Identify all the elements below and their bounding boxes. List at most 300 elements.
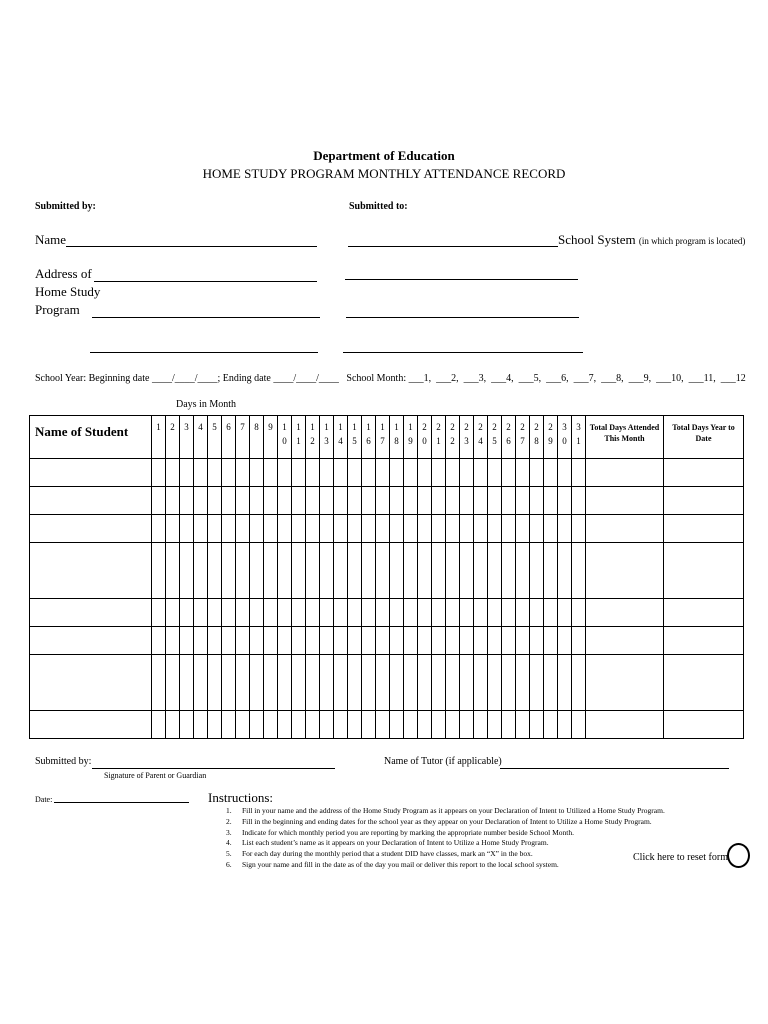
attendance-cell[interactable] <box>572 599 586 627</box>
attendance-cell[interactable] <box>180 543 194 599</box>
attendance-cell[interactable] <box>208 459 222 487</box>
attendance-cell[interactable] <box>278 655 292 711</box>
attendance-cell[interactable] <box>292 711 306 739</box>
attendance-cell[interactable] <box>264 627 278 655</box>
attendance-cell[interactable] <box>194 543 208 599</box>
attendance-cell[interactable] <box>306 459 320 487</box>
attendance-cell[interactable] <box>250 543 264 599</box>
attendance-cell[interactable] <box>446 711 460 739</box>
attendance-cell[interactable] <box>320 487 334 515</box>
attendance-cell[interactable] <box>320 459 334 487</box>
attendance-cell[interactable] <box>376 515 390 543</box>
attendance-cell[interactable] <box>460 711 474 739</box>
attendance-cell[interactable] <box>320 515 334 543</box>
attendance-cell[interactable] <box>418 487 432 515</box>
attendance-cell[interactable] <box>250 487 264 515</box>
total-year-cell[interactable] <box>664 543 744 599</box>
attendance-cell[interactable] <box>348 711 362 739</box>
attendance-cell[interactable] <box>362 627 376 655</box>
attendance-cell[interactable] <box>572 459 586 487</box>
attendance-cell[interactable] <box>264 459 278 487</box>
student-name-cell[interactable] <box>30 543 152 599</box>
attendance-cell[interactable] <box>166 711 180 739</box>
school-month-option[interactable]: ___6, <box>546 373 569 384</box>
attendance-cell[interactable] <box>446 487 460 515</box>
attendance-cell[interactable] <box>334 627 348 655</box>
attendance-cell[interactable] <box>474 515 488 543</box>
attendance-cell[interactable] <box>334 655 348 711</box>
attendance-cell[interactable] <box>572 627 586 655</box>
attendance-cell[interactable] <box>404 543 418 599</box>
total-year-cell[interactable] <box>664 459 744 487</box>
attendance-cell[interactable] <box>446 543 460 599</box>
attendance-cell[interactable] <box>264 543 278 599</box>
attendance-cell[interactable] <box>460 459 474 487</box>
attendance-cell[interactable] <box>390 515 404 543</box>
attendance-cell[interactable] <box>516 627 530 655</box>
attendance-cell[interactable] <box>516 487 530 515</box>
attendance-cell[interactable] <box>362 459 376 487</box>
day-header-digit-1: 3 <box>576 422 581 432</box>
attendance-cell[interactable] <box>390 711 404 739</box>
attendance-cell[interactable] <box>334 487 348 515</box>
attendance-cell[interactable] <box>390 655 404 711</box>
attendance-cell[interactable] <box>474 487 488 515</box>
attendance-cell[interactable] <box>278 459 292 487</box>
attendance-cell[interactable] <box>404 515 418 543</box>
attendance-cell[interactable] <box>208 599 222 627</box>
attendance-cell[interactable] <box>306 711 320 739</box>
attendance-cell[interactable] <box>488 711 502 739</box>
attendance-cell[interactable] <box>306 515 320 543</box>
attendance-cell[interactable] <box>194 655 208 711</box>
attendance-cell[interactable] <box>250 599 264 627</box>
school-month-option[interactable]: ___5, <box>518 373 542 384</box>
attendance-cell[interactable] <box>558 655 572 711</box>
attendance-cell[interactable] <box>516 515 530 543</box>
attendance-cell[interactable] <box>516 543 530 599</box>
attendance-cell[interactable] <box>460 627 474 655</box>
attendance-cell[interactable] <box>530 487 544 515</box>
attendance-cell[interactable] <box>418 627 432 655</box>
attendance-cell[interactable] <box>306 627 320 655</box>
attendance-cell[interactable] <box>544 487 558 515</box>
attendance-cell[interactable] <box>292 459 306 487</box>
attendance-cell[interactable] <box>488 459 502 487</box>
attendance-cell[interactable] <box>166 515 180 543</box>
attendance-cell[interactable] <box>222 711 236 739</box>
attendance-cell[interactable] <box>446 459 460 487</box>
attendance-cell[interactable] <box>208 515 222 543</box>
attendance-cell[interactable] <box>222 627 236 655</box>
attendance-cell[interactable] <box>558 515 572 543</box>
attendance-cell[interactable] <box>208 543 222 599</box>
name-field[interactable] <box>66 246 317 247</box>
attendance-cell[interactable] <box>502 515 516 543</box>
attendance-cell[interactable] <box>544 627 558 655</box>
address-field-line1[interactable] <box>94 281 317 282</box>
attendance-cell[interactable] <box>166 655 180 711</box>
attendance-cell[interactable] <box>390 543 404 599</box>
attendance-cell[interactable] <box>432 655 446 711</box>
attendance-cell[interactable] <box>292 599 306 627</box>
attendance-cell[interactable] <box>348 599 362 627</box>
attendance-cell[interactable] <box>236 599 250 627</box>
student-name-cell[interactable] <box>30 515 152 543</box>
address-field-line3[interactable] <box>90 352 318 353</box>
attendance-cell[interactable] <box>558 487 572 515</box>
attendance-cell[interactable] <box>530 711 544 739</box>
attendance-cell[interactable] <box>460 655 474 711</box>
attendance-cell[interactable] <box>404 487 418 515</box>
student-row <box>30 627 744 655</box>
attendance-cell[interactable] <box>348 655 362 711</box>
school-month-option[interactable]: ___9, <box>628 373 652 384</box>
student-name-cell[interactable] <box>30 655 152 711</box>
attendance-cell[interactable] <box>502 599 516 627</box>
attendance-cell[interactable] <box>208 487 222 515</box>
attendance-cell[interactable] <box>278 599 292 627</box>
attendance-cell[interactable] <box>348 515 362 543</box>
attendance-cell[interactable] <box>572 655 586 711</box>
attendance-cell[interactable] <box>320 543 334 599</box>
attendance-cell[interactable] <box>264 515 278 543</box>
attendance-cell[interactable] <box>292 543 306 599</box>
attendance-cell[interactable] <box>474 655 488 711</box>
attendance-cell[interactable] <box>488 487 502 515</box>
attendance-cell[interactable] <box>250 711 264 739</box>
attendance-cell[interactable] <box>376 487 390 515</box>
address-field-line2[interactable] <box>92 317 320 318</box>
attendance-cell[interactable] <box>460 487 474 515</box>
attendance-cell[interactable] <box>166 543 180 599</box>
attendance-cell[interactable] <box>558 627 572 655</box>
student-name-cell[interactable] <box>30 711 152 739</box>
attendance-cell[interactable] <box>250 515 264 543</box>
attendance-cell[interactable] <box>320 711 334 739</box>
attendance-cell[interactable] <box>530 515 544 543</box>
attendance-cell[interactable] <box>166 627 180 655</box>
attendance-cell[interactable] <box>152 599 166 627</box>
attendance-cell[interactable] <box>362 515 376 543</box>
attendance-cell[interactable] <box>152 655 166 711</box>
school-month-option[interactable]: ___3, <box>463 373 487 384</box>
school-month-option[interactable]: ___7, <box>573 373 597 384</box>
total-year-cell[interactable] <box>664 627 744 655</box>
school-month-option[interactable]: ___1, <box>408 373 432 384</box>
ending-date-field[interactable]: Ending date ____/____/____ <box>222 373 339 384</box>
school-address-field-line2[interactable] <box>346 317 579 318</box>
attendance-cell[interactable] <box>180 655 194 711</box>
attendance-cell[interactable] <box>236 515 250 543</box>
attendance-cell[interactable] <box>376 543 390 599</box>
attendance-cell[interactable] <box>320 627 334 655</box>
attendance-cell[interactable] <box>558 459 572 487</box>
attendance-cell[interactable] <box>292 487 306 515</box>
attendance-cell[interactable] <box>418 711 432 739</box>
attendance-cell[interactable] <box>348 627 362 655</box>
attendance-cell[interactable] <box>222 655 236 711</box>
attendance-cell[interactable] <box>516 655 530 711</box>
attendance-cell[interactable] <box>264 655 278 711</box>
attendance-cell[interactable] <box>320 599 334 627</box>
attendance-cell[interactable] <box>306 599 320 627</box>
attendance-cell[interactable] <box>362 655 376 711</box>
total-month-cell[interactable] <box>586 627 664 655</box>
attendance-cell[interactable] <box>404 459 418 487</box>
attendance-cell[interactable] <box>222 543 236 599</box>
attendance-cell[interactable] <box>362 543 376 599</box>
attendance-cell[interactable] <box>208 627 222 655</box>
attendance-cell[interactable] <box>516 459 530 487</box>
attendance-cell[interactable] <box>530 599 544 627</box>
attendance-cell[interactable] <box>488 599 502 627</box>
student-name-cell[interactable] <box>30 459 152 487</box>
attendance-cell[interactable] <box>488 543 502 599</box>
attendance-cell[interactable] <box>544 543 558 599</box>
attendance-cell[interactable] <box>236 655 250 711</box>
attendance-cell[interactable] <box>530 543 544 599</box>
school-address-field-line3[interactable] <box>343 352 583 353</box>
attendance-cell[interactable] <box>432 543 446 599</box>
attendance-cell[interactable] <box>166 487 180 515</box>
total-year-cell[interactable] <box>664 599 744 627</box>
attendance-cell[interactable] <box>516 711 530 739</box>
attendance-cell[interactable] <box>194 487 208 515</box>
attendance-cell[interactable] <box>236 459 250 487</box>
attendance-cell[interactable] <box>474 599 488 627</box>
total-year-cell[interactable] <box>664 515 744 543</box>
attendance-cell[interactable] <box>166 599 180 627</box>
attendance-cell[interactable] <box>558 599 572 627</box>
school-month-option[interactable]: ___4, <box>491 373 514 384</box>
attendance-cell[interactable] <box>180 487 194 515</box>
attendance-cell[interactable] <box>264 487 278 515</box>
attendance-cell[interactable] <box>376 599 390 627</box>
attendance-cell[interactable] <box>152 543 166 599</box>
signature-field[interactable] <box>92 768 335 769</box>
attendance-cell[interactable] <box>502 627 516 655</box>
attendance-cell[interactable] <box>180 599 194 627</box>
attendance-cell[interactable] <box>488 627 502 655</box>
attendance-cell[interactable] <box>222 487 236 515</box>
attendance-cell[interactable] <box>544 655 558 711</box>
attendance-cell[interactable] <box>432 459 446 487</box>
attendance-cell[interactable] <box>222 459 236 487</box>
attendance-cell[interactable] <box>320 655 334 711</box>
attendance-cell[interactable] <box>362 599 376 627</box>
attendance-cell[interactable] <box>460 599 474 627</box>
attendance-cell[interactable] <box>572 487 586 515</box>
attendance-cell[interactable] <box>152 515 166 543</box>
attendance-cell[interactable] <box>558 543 572 599</box>
attendance-cell[interactable] <box>572 543 586 599</box>
total-month-cell[interactable] <box>586 459 664 487</box>
attendance-cell[interactable] <box>222 515 236 543</box>
attendance-cell[interactable] <box>446 627 460 655</box>
attendance-cell[interactable] <box>460 543 474 599</box>
attendance-cell[interactable] <box>250 459 264 487</box>
attendance-cell[interactable] <box>278 515 292 543</box>
school-address-field-line1[interactable] <box>345 279 578 280</box>
attendance-cell[interactable] <box>376 627 390 655</box>
total-month-cell[interactable] <box>586 487 664 515</box>
student-name-cell[interactable] <box>30 599 152 627</box>
school-month-option[interactable]: ___11, <box>688 373 716 384</box>
school-system-field[interactable] <box>348 246 558 247</box>
attendance-cell[interactable] <box>418 655 432 711</box>
school-month-option[interactable]: ___2, <box>436 373 459 384</box>
attendance-cell[interactable] <box>194 711 208 739</box>
attendance-cell[interactable] <box>404 599 418 627</box>
school-month-option[interactable]: ___8, <box>601 373 624 384</box>
attendance-cell[interactable] <box>152 627 166 655</box>
attendance-cell[interactable] <box>404 655 418 711</box>
attendance-cell[interactable] <box>306 487 320 515</box>
attendance-cell[interactable] <box>236 487 250 515</box>
attendance-cell[interactable] <box>530 459 544 487</box>
attendance-cell[interactable] <box>446 599 460 627</box>
attendance-cell[interactable] <box>418 515 432 543</box>
total-month-cell[interactable] <box>586 543 664 599</box>
attendance-cell[interactable] <box>572 515 586 543</box>
attendance-cell[interactable] <box>278 627 292 655</box>
attendance-cell[interactable] <box>362 487 376 515</box>
attendance-cell[interactable] <box>516 599 530 627</box>
attendance-cell[interactable] <box>474 627 488 655</box>
attendance-cell[interactable] <box>362 711 376 739</box>
attendance-cell[interactable] <box>194 515 208 543</box>
attendance-cell[interactable] <box>348 459 362 487</box>
attendance-cell[interactable] <box>278 487 292 515</box>
total-year-cell[interactable] <box>664 487 744 515</box>
attendance-cell[interactable] <box>376 655 390 711</box>
total-month-cell[interactable] <box>586 655 664 711</box>
attendance-cell[interactable] <box>180 711 194 739</box>
attendance-cell[interactable] <box>334 515 348 543</box>
attendance-cell[interactable] <box>222 599 236 627</box>
attendance-cell[interactable] <box>502 711 516 739</box>
attendance-cell[interactable] <box>544 459 558 487</box>
attendance-cell[interactable] <box>474 459 488 487</box>
attendance-cell[interactable] <box>208 655 222 711</box>
attendance-cell[interactable] <box>152 459 166 487</box>
school-month-option[interactable]: ___10, <box>656 373 684 384</box>
attendance-cell[interactable] <box>334 459 348 487</box>
attendance-cell[interactable] <box>376 459 390 487</box>
attendance-cell[interactable] <box>208 711 222 739</box>
attendance-cell[interactable] <box>180 627 194 655</box>
attendance-cell[interactable] <box>348 487 362 515</box>
attendance-cell[interactable] <box>432 599 446 627</box>
attendance-cell[interactable] <box>334 599 348 627</box>
attendance-cell[interactable] <box>502 487 516 515</box>
attendance-cell[interactable] <box>390 599 404 627</box>
student-name-cell[interactable] <box>30 627 152 655</box>
attendance-cell[interactable] <box>502 459 516 487</box>
attendance-cell[interactable] <box>194 627 208 655</box>
attendance-cell[interactable] <box>404 711 418 739</box>
tutor-name-field[interactable] <box>500 768 729 769</box>
attendance-cell[interactable] <box>236 627 250 655</box>
attendance-cell[interactable] <box>390 459 404 487</box>
attendance-cell[interactable] <box>250 627 264 655</box>
attendance-cell[interactable] <box>432 711 446 739</box>
school-month-option[interactable]: ___12 <box>720 373 746 384</box>
attendance-cell[interactable] <box>152 711 166 739</box>
attendance-cell[interactable] <box>292 627 306 655</box>
attendance-cell[interactable] <box>334 711 348 739</box>
attendance-cell[interactable] <box>348 543 362 599</box>
attendance-cell[interactable] <box>530 627 544 655</box>
attendance-cell[interactable] <box>544 711 558 739</box>
attendance-cell[interactable] <box>166 459 180 487</box>
attendance-cell[interactable] <box>544 599 558 627</box>
attendance-cell[interactable] <box>194 459 208 487</box>
attendance-cell[interactable] <box>432 487 446 515</box>
total-month-cell[interactable] <box>586 711 664 739</box>
attendance-cell[interactable] <box>418 543 432 599</box>
attendance-cell[interactable] <box>390 487 404 515</box>
attendance-cell[interactable] <box>558 711 572 739</box>
attendance-cell[interactable] <box>418 599 432 627</box>
attendance-cell[interactable] <box>236 543 250 599</box>
attendance-cell[interactable] <box>180 459 194 487</box>
attendance-cell[interactable] <box>250 655 264 711</box>
attendance-cell[interactable] <box>390 627 404 655</box>
attendance-cell[interactable] <box>194 599 208 627</box>
attendance-cell[interactable] <box>432 627 446 655</box>
attendance-cell[interactable] <box>278 711 292 739</box>
attendance-cell[interactable] <box>376 711 390 739</box>
attendance-cell[interactable] <box>572 711 586 739</box>
reset-form-button[interactable] <box>727 843 750 868</box>
attendance-cell[interactable] <box>446 515 460 543</box>
total-month-cell[interactable] <box>586 515 664 543</box>
attendance-cell[interactable] <box>264 599 278 627</box>
attendance-cell[interactable] <box>306 543 320 599</box>
total-year-cell[interactable] <box>664 655 744 711</box>
attendance-cell[interactable] <box>432 515 446 543</box>
attendance-cell[interactable] <box>236 711 250 739</box>
attendance-cell[interactable] <box>488 515 502 543</box>
attendance-cell[interactable] <box>278 543 292 599</box>
attendance-cell[interactable] <box>488 655 502 711</box>
total-year-cell[interactable] <box>664 711 744 739</box>
attendance-cell[interactable] <box>502 543 516 599</box>
beginning-date-field[interactable]: Beginning date ____/____/____; <box>88 373 221 384</box>
attendance-cell[interactable] <box>306 655 320 711</box>
total-month-cell[interactable] <box>586 599 664 627</box>
attendance-cell[interactable] <box>180 515 194 543</box>
attendance-cell[interactable] <box>292 515 306 543</box>
attendance-cell[interactable] <box>264 711 278 739</box>
date-field[interactable] <box>54 802 189 803</box>
attendance-cell[interactable] <box>544 515 558 543</box>
attendance-cell[interactable] <box>502 655 516 711</box>
attendance-cell[interactable] <box>530 655 544 711</box>
student-name-cell[interactable] <box>30 487 152 515</box>
attendance-cell[interactable] <box>292 655 306 711</box>
attendance-cell[interactable] <box>152 487 166 515</box>
attendance-cell[interactable] <box>334 543 348 599</box>
attendance-cell[interactable] <box>474 711 488 739</box>
attendance-cell[interactable] <box>418 459 432 487</box>
attendance-cell[interactable] <box>460 515 474 543</box>
attendance-cell[interactable] <box>404 627 418 655</box>
attendance-cell[interactable] <box>474 543 488 599</box>
attendance-cell[interactable] <box>446 655 460 711</box>
